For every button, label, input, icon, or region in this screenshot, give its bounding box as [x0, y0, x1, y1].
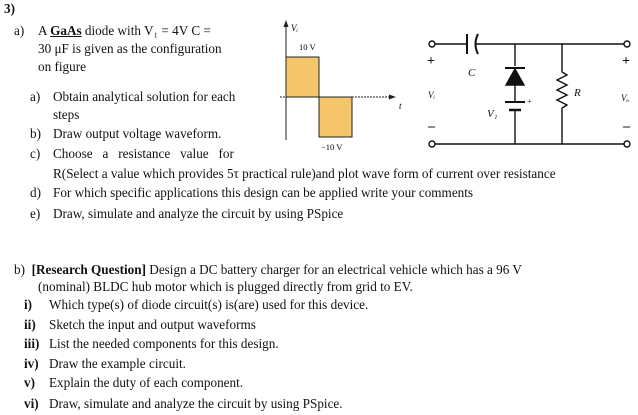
waveform-y-axis-label: Vᵢ — [291, 23, 298, 33]
part-a-line3: on figure — [38, 59, 86, 74]
positive-level-label: 10 V — [299, 42, 316, 52]
item-e-label: e) — [30, 206, 41, 221]
item-c-label: c) — [30, 146, 41, 161]
b-item-iii-text: List the needed components for this design. — [49, 336, 279, 351]
negative-level-label: −10 V — [321, 142, 343, 152]
item-c-text-cont: R(Select a value which provides 5τ practical rule)and plot wave form of current over resistance — [53, 166, 556, 181]
output-plus-sign: + — [622, 54, 630, 69]
item-a-text-cont: steps — [53, 107, 80, 122]
part-a-line2: 30 μF is given as the configuration — [38, 41, 222, 56]
item-a-label: a) — [30, 89, 41, 104]
x-axis-arrow — [389, 95, 396, 100]
b-item-v-text: Explain the duty of each component. — [49, 375, 244, 390]
b-item-i-text: Which type(s) of diode circuit(s) is(are) used for this device. — [49, 297, 369, 312]
item-d-text: For which specific applications this design can be applied write your comments — [53, 185, 474, 200]
b-item-iv-label: iv) — [24, 356, 39, 371]
output-terminal-top — [624, 41, 630, 47]
part-a-line1-post: diode with V₁ = 4V C = — [81, 23, 211, 38]
input-voltage-label: Vᵢ — [428, 90, 435, 100]
resistor-label: R — [574, 87, 581, 99]
part-a-line1 — [38, 23, 211, 39]
part-a-line1-pre: A — [38, 23, 51, 38]
waveform-x-axis-label: t — [399, 101, 402, 111]
y-axis-arrow — [284, 20, 289, 27]
b-item-i-label: i) — [24, 297, 33, 312]
b-item-iv-text: Draw the example circuit. — [49, 356, 186, 371]
material-name: GaAs — [50, 23, 82, 38]
part-b-heading: [Research Question] — [31, 262, 146, 277]
question-number: 3) — [4, 1, 15, 16]
capacitor-label: C — [468, 67, 476, 79]
battery-label: V₁ — [487, 108, 498, 120]
output-terminal-bottom — [624, 141, 630, 147]
output-voltage-label: Vₒ — [621, 93, 630, 103]
item-b-text: Draw output voltage waveform. — [53, 126, 222, 141]
part-a-label: a) — [14, 23, 25, 38]
input-plus-sign: + — [427, 54, 435, 69]
item-c-text: Choose a resistance value for — [53, 146, 234, 161]
input-terminal-top — [429, 41, 435, 47]
b-item-ii-text: Sketch the input and output waveforms — [49, 317, 256, 332]
output-minus-sign: – — [623, 119, 630, 134]
battery-plus: + — [527, 97, 532, 106]
b-item-v-label: v) — [24, 375, 35, 390]
b-item-iii-label: iii) — [24, 336, 40, 351]
item-d-label: d) — [30, 185, 41, 200]
input-terminal-bottom — [429, 141, 435, 147]
negative-pulse — [319, 97, 352, 137]
positive-pulse — [286, 57, 319, 97]
part-b-line1-rest: Design a DC battery charger for an electrical vehicle which has a 96 V — [146, 262, 522, 277]
b-item-ii-label: ii) — [24, 317, 36, 332]
part-b-line2: (nominal) BLDC hub motor which is plugged directly from grid to EV. — [38, 279, 413, 294]
part-b-label: b) — [14, 262, 25, 277]
item-b-label: b) — [30, 126, 41, 141]
input-minus-sign: – — [428, 119, 435, 134]
diode-triangle — [506, 69, 524, 85]
item-a-text: Obtain analytical solution for each — [53, 89, 236, 104]
part-b-line1 — [14, 262, 522, 278]
resistor-zigzag — [557, 72, 567, 108]
b-item-vi-label: vi) — [24, 396, 39, 411]
b-item-vi-text: Draw, simulate and analyze the circuit by using PSpice. — [49, 396, 343, 411]
item-e-text: Draw, simulate and analyze the circuit by using PSpice — [53, 206, 344, 221]
capacitor-plate-right — [476, 34, 479, 54]
